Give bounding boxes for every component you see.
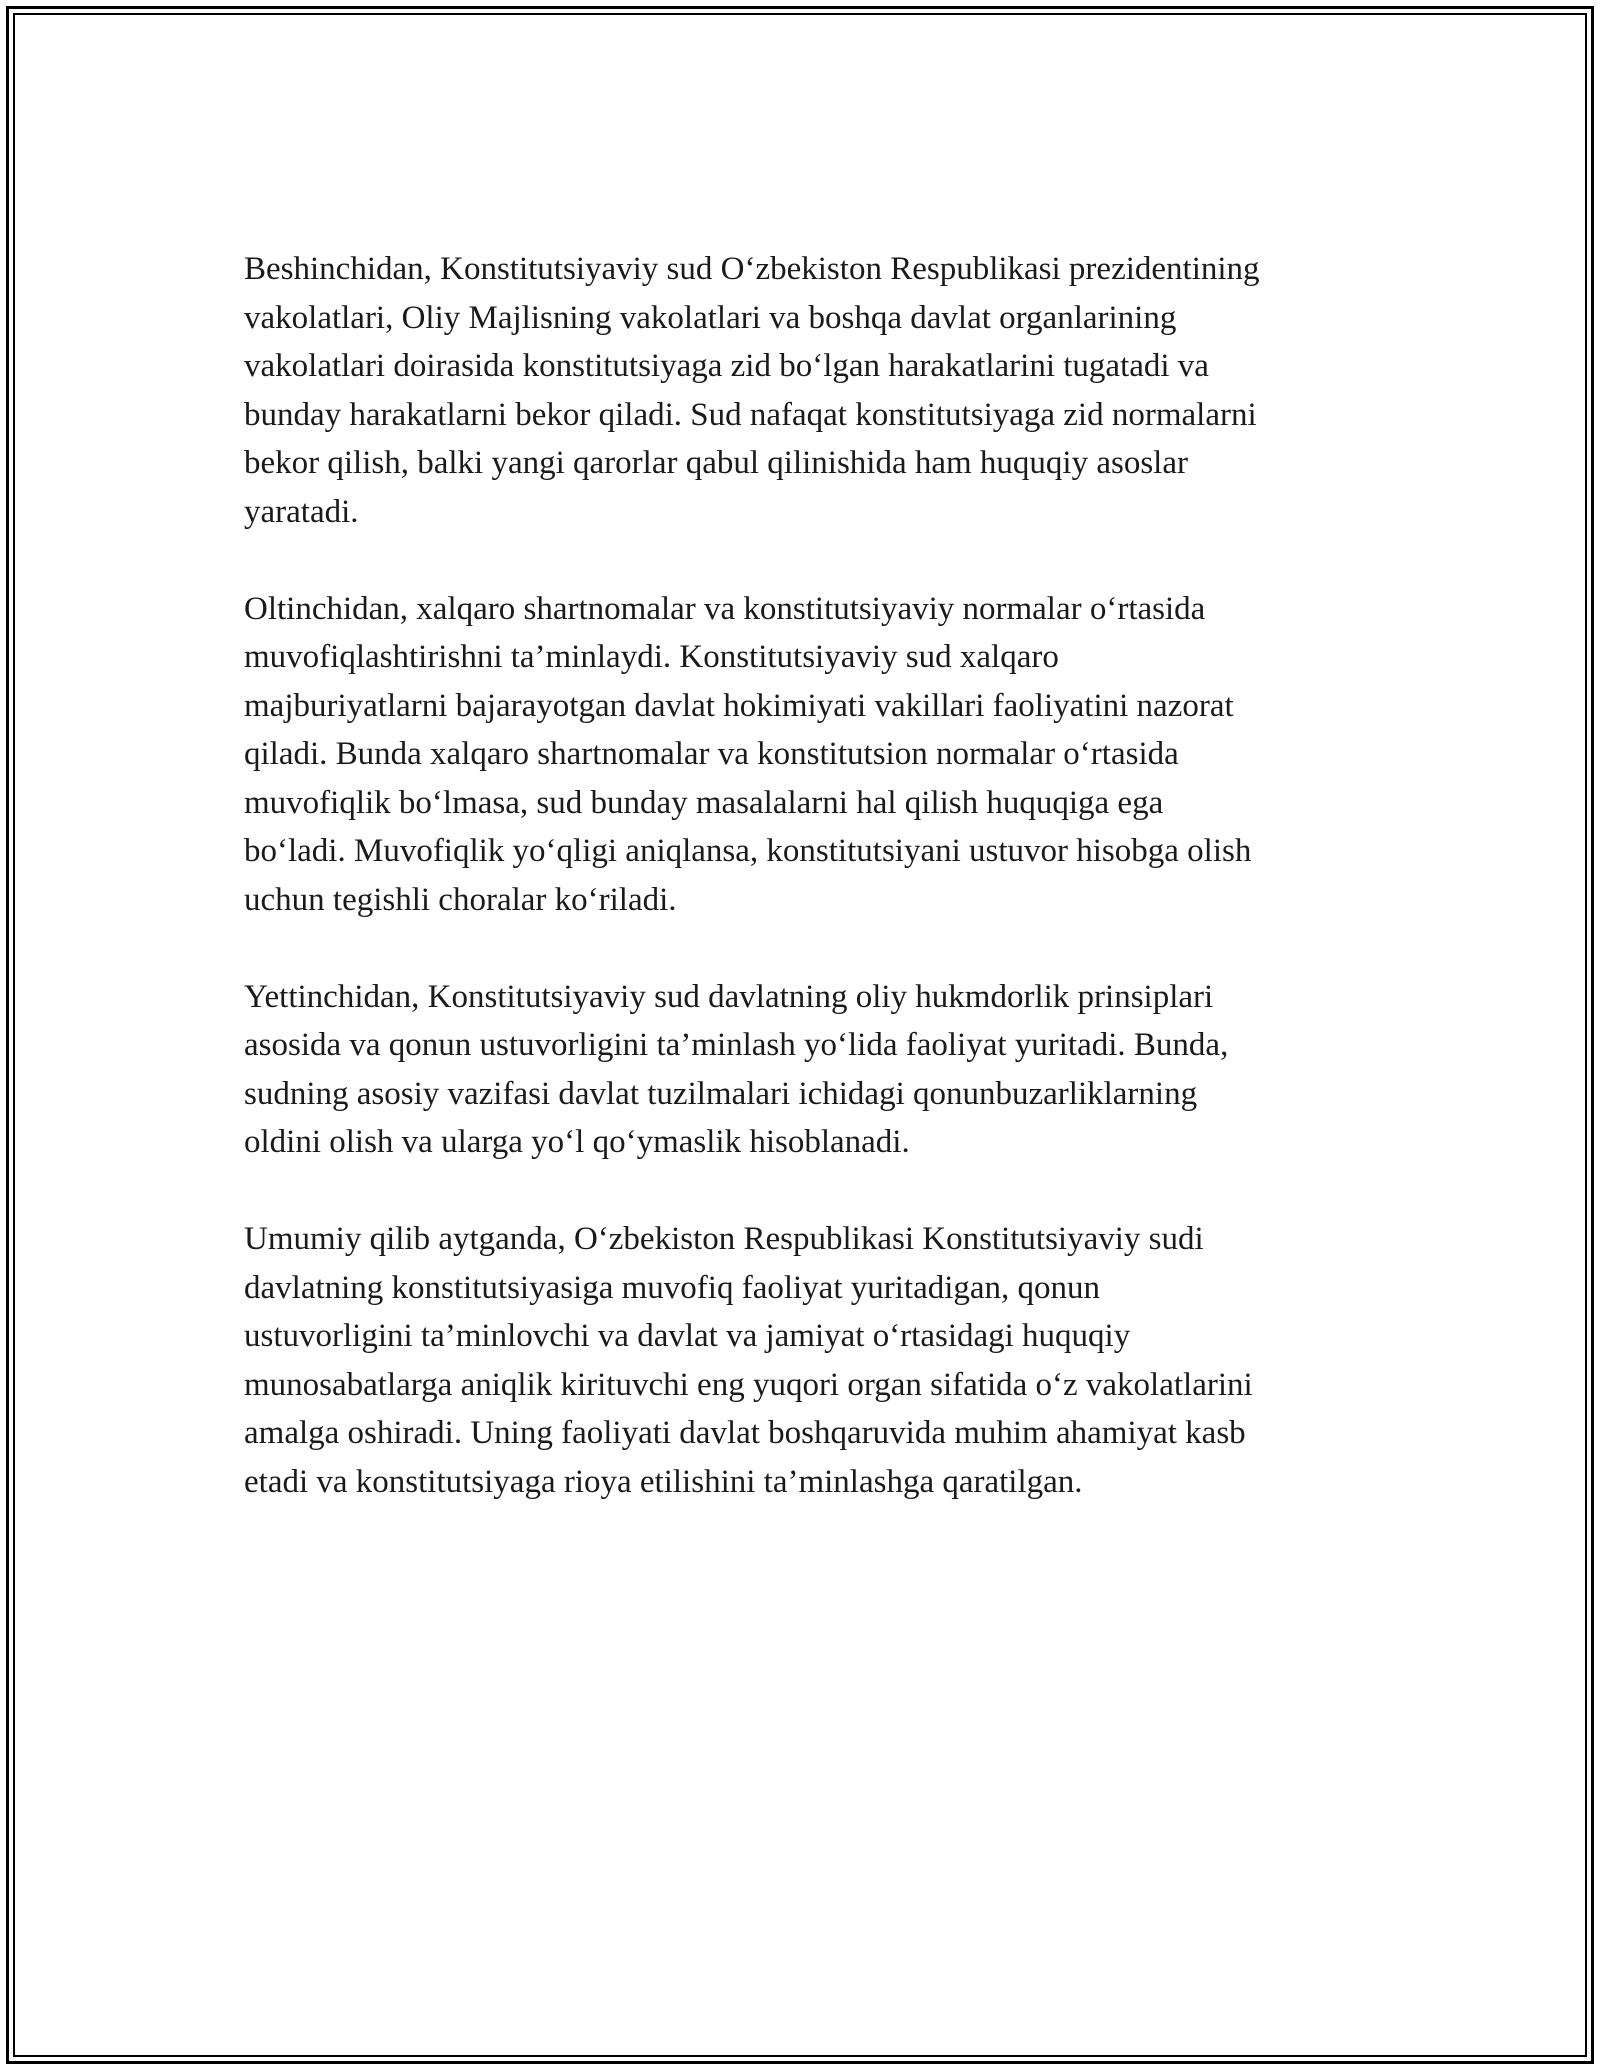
text-line: qiladi. Bunda xalqaro shartnomalar va konstitutsion normalar o‘rtasida: [244, 736, 1179, 772]
text-line: vakolatlari doirasida konstitutsiyaga zid bo‘lgan harakatlarini tugatadi va: [244, 348, 1209, 384]
text-line: munosabatlarga aniqlik kirituvchi eng yuqori organ sifatida o‘z vakolatlarini: [244, 1366, 1253, 1403]
document-body: [244, 245, 1384, 1555]
paragraph-3: [244, 973, 1384, 1167]
text-line: bo‘ladi. Muvofiqlik yo‘qligi aniqlansa, konstitutsiyani ustuvor hisobga olish: [244, 833, 1252, 869]
text-line: ustuvorligini ta’minlovchi va davlat va jamiyat o‘rtasidagi huquqiy: [244, 1318, 1131, 1354]
text-line: muvofiqlashtirishni ta’minlaydi. Konstitutsiyaviy sud xalqaro: [244, 639, 1059, 675]
text-line: amalga oshiradi. Uning faoliyati davlat boshqaruvida muhim ahamiyat kasb: [244, 1415, 1246, 1451]
text-line: vakolatlari, Oliy Majlisning vakolatlari va boshqa davlat organlarining: [244, 299, 1177, 336]
text-line: Umumiy qilib aytganda, O‘zbekiston Respublikasi Konstitutsiyaviy sudi: [244, 1221, 1204, 1257]
text-line: etadi va konstitutsiyaga rioya etilishini ta’minlashga qaratilgan.: [244, 1463, 1083, 1500]
text-line: sudning asosiy vazifasi davlat tuzilmalari ichidagi qonunbuzarliklarning: [244, 1075, 1198, 1112]
paragraph-2: [244, 585, 1384, 925]
text-line: oldini olish va ularga yo‘l qo‘ymaslik hisoblanadi.: [244, 1124, 910, 1160]
text-line: bunday harakatlarni bekor qiladi. Sud nafaqat konstitutsiyaga zid normalarni: [244, 396, 1257, 433]
text-line: bekor qilish, balki yangi qarorlar qabul qilinishida ham huquqiy asoslar: [244, 445, 1188, 481]
text-line: asosida va qonun ustuvorligini ta’minlash yo‘lida faoliyat yuritadi. Bunda,: [244, 1027, 1229, 1063]
text-line: muvofiqlik bo‘lmasa, sud bunday masalalarni hal qilish huquqiga ega: [244, 784, 1164, 821]
text-line: yaratadi.: [244, 493, 359, 530]
page-frame: [6, 6, 1594, 2064]
text-line: uchun tegishli choralar ko‘riladi.: [244, 881, 677, 918]
paragraph-1: [244, 245, 1384, 536]
text-line: majburiyatlarni bajarayotgan davlat hokimiyati vakillari faoliyatini nazorat: [244, 687, 1234, 724]
paragraph-4: [244, 1215, 1384, 1506]
text-line: davlatning konstitutsiyasiga muvofiq faoliyat yuritadigan, qonun: [244, 1269, 1101, 1306]
text-line: Beshinchidan, Konstitutsiyaviy sud O‘zbekiston Respublikasi prezidentining: [244, 251, 1260, 287]
text-line: Yettinchidan, Konstitutsiyaviy sud davlatning oliy hukmdorlik prinsiplari: [244, 978, 1214, 1015]
text-line: Oltinchidan, xalqaro shartnomalar va konstitutsiyaviy normalar o‘rtasida: [244, 590, 1206, 627]
